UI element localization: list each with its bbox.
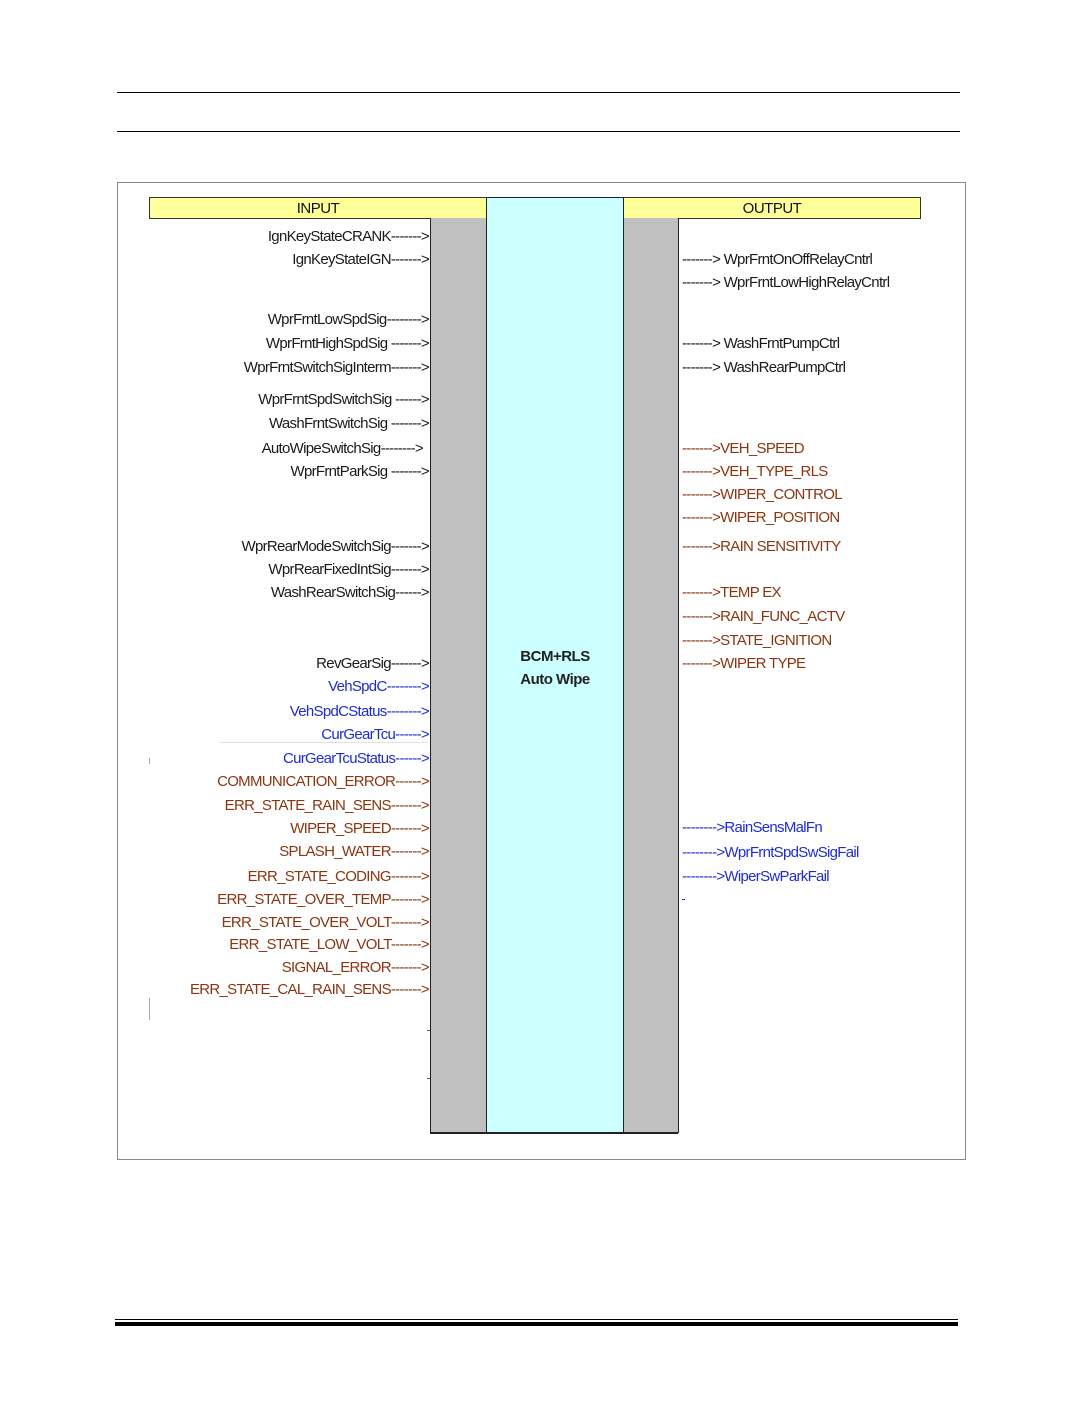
output-header: OUTPUT — [623, 197, 921, 219]
output-signal: ------->WIPER_POSITION — [682, 509, 840, 526]
port-tick — [682, 899, 685, 900]
input-signal: IgnKeyStateCRANK-------> — [267, 228, 429, 245]
output-signal: -------->RainSensMalFn — [682, 819, 823, 836]
output-signal: ------->VEH_TYPE_RLS — [682, 463, 828, 480]
frame-mark — [149, 998, 150, 1020]
input-signal: WprRearModeSwitchSig-------> — [241, 538, 429, 555]
output-signal: ------->VEH_SPEED — [682, 440, 804, 457]
input-signal: SIGNAL_ERROR-------> — [281, 959, 429, 976]
input-signal: ERR_STATE_RAIN_SENS-------> — [224, 797, 429, 814]
output-signal: -------> WprFrntOnOffRelayCntrl — [682, 251, 873, 268]
input-signal: WIPER_SPEED-------> — [290, 820, 429, 837]
input-header: INPUT — [149, 197, 487, 219]
output-signal: ------->RAIN_FUNC_ACTV — [682, 608, 845, 625]
input-signal: ERR_STATE_OVER_VOLT-------> — [221, 914, 429, 931]
input-signal: ERR_STATE_LOW_VOLT-------> — [229, 936, 429, 953]
output-port-column — [623, 218, 679, 1133]
input-signal: AutoWipeSwitchSig--------> — [261, 440, 423, 457]
output-signal: -------> WprFrntLowHighRelayCntrl — [682, 274, 890, 291]
output-signal: -------> WashRearPumpCtrl — [682, 359, 846, 376]
input-signal: IgnKeyStateIGN-------> — [292, 251, 429, 268]
input-signal: ERR_STATE_CAL_RAIN_SENS-------> — [189, 981, 429, 998]
output-signal: -------->WiperSwParkFail — [682, 868, 829, 885]
block-title-line-1: BCM+RLS — [520, 648, 590, 665]
input-signal: WashRearSwitchSig------> — [270, 584, 429, 601]
output-signal: -------->WprFrntSpdSwSigFail — [682, 844, 859, 861]
block-title — [486, 645, 624, 691]
input-signal: WprFrntSwitchSigInterm-------> — [243, 359, 429, 376]
input-signal: WprFrntSpdSwitchSig ------> — [258, 391, 429, 408]
input-signal: COMMUNICATION_ERROR------> — [217, 773, 429, 790]
input-signal: ERR_STATE_OVER_TEMP-------> — [217, 891, 429, 908]
input-port-column — [430, 218, 487, 1133]
footer-rule-thick — [115, 1322, 958, 1326]
input-signal: RevGearSig-------> — [316, 655, 429, 672]
header-rule-bottom — [117, 131, 960, 132]
input-signal: WprFrntParkSig -------> — [290, 463, 429, 480]
input-signal: ERR_STATE_CODING-------> — [247, 868, 429, 885]
input-signal: WprFrntLowSpdSig--------> — [267, 311, 429, 328]
output-signal: ------->STATE_IGNITION — [682, 632, 832, 649]
input-signal: VehSpdCStatus--------> — [289, 703, 429, 720]
output-signal: ------->TEMP EX — [682, 584, 781, 601]
port-tick — [427, 1078, 430, 1079]
output-signal: ------->WIPER TYPE — [682, 655, 806, 672]
output-signal: -------> WashFrntPumpCtrl — [682, 335, 840, 352]
output-signal: ------->RAIN SENSITIVITY — [682, 538, 841, 555]
input-signal: SPLASH_WATER-------> — [279, 843, 429, 860]
input-signal: CurGearTcu------> — [321, 726, 429, 743]
input-signal: WashFrntSwitchSig -------> — [268, 415, 429, 432]
input-signal: WprRearFixedIntSig-------> — [268, 561, 429, 578]
input-signal: VehSpdC--------> — [328, 678, 429, 695]
header-rule-top — [117, 92, 960, 93]
frame-mark — [149, 758, 150, 764]
output-signal: ------->WIPER_CONTROL — [682, 486, 842, 503]
input-signal: CurGearTcuStatus------> — [282, 750, 429, 767]
input-signal: WprFrntHighSpdSig -------> — [265, 335, 429, 352]
block-title-line-2: Auto Wipe — [520, 671, 590, 688]
block-bottom-border — [430, 1132, 678, 1134]
port-tick — [427, 1030, 430, 1031]
footer-rule-thin — [115, 1319, 958, 1320]
